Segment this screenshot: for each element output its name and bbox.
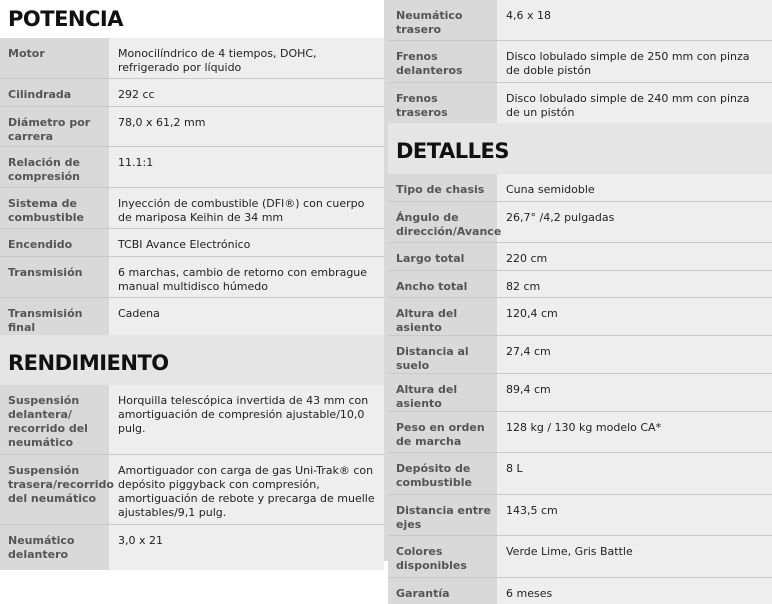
spec-label: Altura del asiento bbox=[388, 374, 497, 411]
spec-value: 3,0 x 21 bbox=[109, 525, 384, 570]
spec-label: Suspensión trasera/recorrido del neumático bbox=[0, 455, 109, 524]
spec-table-detalles bbox=[388, 174, 772, 604]
spec-label: Ancho total bbox=[388, 271, 497, 297]
spec-row bbox=[0, 107, 384, 146]
spec-value: 6 marchas, cambio de retorno con embrague manual multidisco húmedo bbox=[109, 257, 384, 297]
spec-label: Altura del asiento bbox=[388, 298, 497, 335]
spec-label: Frenos delanteros bbox=[388, 41, 497, 82]
section-rendimiento bbox=[0, 340, 384, 570]
spec-row bbox=[388, 336, 772, 373]
spec-value: 128 kg / 130 kg modelo CA* bbox=[497, 412, 772, 452]
spec-value: 78,0 x 61,2 mm bbox=[109, 107, 384, 146]
section-title-potencia: POTENCIA bbox=[0, 0, 384, 38]
spec-row bbox=[388, 202, 772, 242]
spec-value: 220 cm bbox=[497, 243, 772, 270]
spec-label: Neumático delantero bbox=[0, 525, 109, 570]
spec-label: Motor bbox=[0, 38, 109, 78]
spec-value: 82 cm bbox=[497, 271, 772, 297]
spec-row bbox=[0, 455, 384, 524]
spec-value: 27,4 cm bbox=[497, 336, 772, 373]
spec-label: Garantía bbox=[388, 578, 497, 604]
spec-label: Cilindrada bbox=[0, 79, 109, 106]
section-title-detalles: DETALLES bbox=[388, 128, 772, 174]
spec-value: 8 L bbox=[497, 453, 772, 494]
spec-table-rendimiento bbox=[0, 385, 384, 570]
spec-label: Diámetro por carrera bbox=[0, 107, 109, 146]
spec-value: 292 cc bbox=[109, 79, 384, 106]
spec-value: Inyección de combustible (DFI®) con cuerpo de mariposa Keihin de 34 mm bbox=[109, 188, 384, 228]
spec-row bbox=[388, 271, 772, 297]
spec-label: Transmisión bbox=[0, 257, 109, 297]
spec-label: Suspensión delantera/ recorrido del neumático bbox=[0, 385, 109, 454]
spec-value: TCBI Avance Electrónico bbox=[109, 229, 384, 256]
spec-value: 11.1:1 bbox=[109, 147, 384, 187]
spec-table-potencia bbox=[0, 38, 384, 335]
spec-label: Largo total bbox=[388, 243, 497, 270]
spec-label: Sistema de combustible bbox=[0, 188, 109, 228]
spec-label: Peso en orden de marcha bbox=[388, 412, 497, 452]
spec-row bbox=[0, 79, 384, 106]
spec-value: 120,4 cm bbox=[497, 298, 772, 335]
spec-label: Tipo de chasis bbox=[388, 174, 497, 201]
spec-value: Disco lobulado simple de 250 mm con pinza de doble pistón bbox=[497, 41, 772, 82]
spec-value: Disco lobulado simple de 240 mm con pinza de un pistón bbox=[497, 83, 772, 123]
spec-value: Cadena bbox=[109, 298, 384, 335]
spec-row bbox=[0, 257, 384, 297]
spec-label: Distancia al suelo bbox=[388, 336, 497, 373]
spec-value: 4,6 x 18 bbox=[497, 0, 772, 40]
spec-label: Neumático trasero bbox=[388, 0, 497, 40]
spec-table-rendimiento-cont bbox=[388, 0, 772, 123]
spec-row bbox=[388, 578, 772, 604]
spec-column-left bbox=[0, 0, 384, 561]
section-potencia bbox=[0, 0, 384, 335]
spec-label: Colores disponibles bbox=[388, 536, 497, 577]
spec-row bbox=[388, 374, 772, 411]
spec-row bbox=[0, 298, 384, 335]
spec-column-right bbox=[388, 0, 772, 600]
spec-row bbox=[388, 243, 772, 270]
spec-row bbox=[388, 174, 772, 201]
spec-row bbox=[388, 412, 772, 452]
section-rendimiento-cont bbox=[388, 0, 772, 123]
spec-label: Encendido bbox=[0, 229, 109, 256]
spec-row bbox=[388, 536, 772, 577]
spec-row bbox=[388, 453, 772, 494]
spec-value: Amortiguador con carga de gas Uni-Trak® con depósito piggyback con compresión, amortiguación de rebote y precarga de muelle ajustables/9,1 pulg. bbox=[109, 455, 384, 524]
spec-row bbox=[388, 495, 772, 535]
spec-label: Frenos traseros bbox=[388, 83, 497, 123]
spec-label: Depósito de combustible bbox=[388, 453, 497, 494]
spec-row bbox=[388, 0, 772, 40]
spec-value: 89,4 cm bbox=[497, 374, 772, 411]
section-title-rendimiento: RENDIMIENTO bbox=[0, 340, 384, 385]
spec-row bbox=[388, 83, 772, 123]
spec-value: 143,5 cm bbox=[497, 495, 772, 535]
spec-label: Transmisión final bbox=[0, 298, 109, 335]
spec-row bbox=[388, 41, 772, 82]
spec-value: Verde Lime, Gris Battle bbox=[497, 536, 772, 577]
section-detalles bbox=[388, 128, 772, 604]
spec-label: Ángulo de dirección/Avance bbox=[388, 202, 497, 242]
spec-row bbox=[0, 147, 384, 187]
spec-row bbox=[0, 229, 384, 256]
spec-row bbox=[0, 188, 384, 228]
spec-label: Relación de compresión bbox=[0, 147, 109, 187]
spec-value: 6 meses bbox=[497, 578, 772, 604]
spec-label: Distancia entre ejes bbox=[388, 495, 497, 535]
spec-row bbox=[388, 298, 772, 335]
spec-row bbox=[0, 385, 384, 454]
spec-row bbox=[0, 38, 384, 78]
spec-value: 26,7° /4,2 pulgadas bbox=[497, 202, 772, 242]
spec-value: Cuna semidoble bbox=[497, 174, 772, 201]
spec-value: Horquilla telescópica invertida de 43 mm con amortiguación de compresión ajustable/10,0 pulg. bbox=[109, 385, 384, 454]
spec-value: Monocilíndrico de 4 tiempos, DOHC, refrigerado por líquido bbox=[109, 38, 384, 78]
spec-row bbox=[0, 525, 384, 570]
